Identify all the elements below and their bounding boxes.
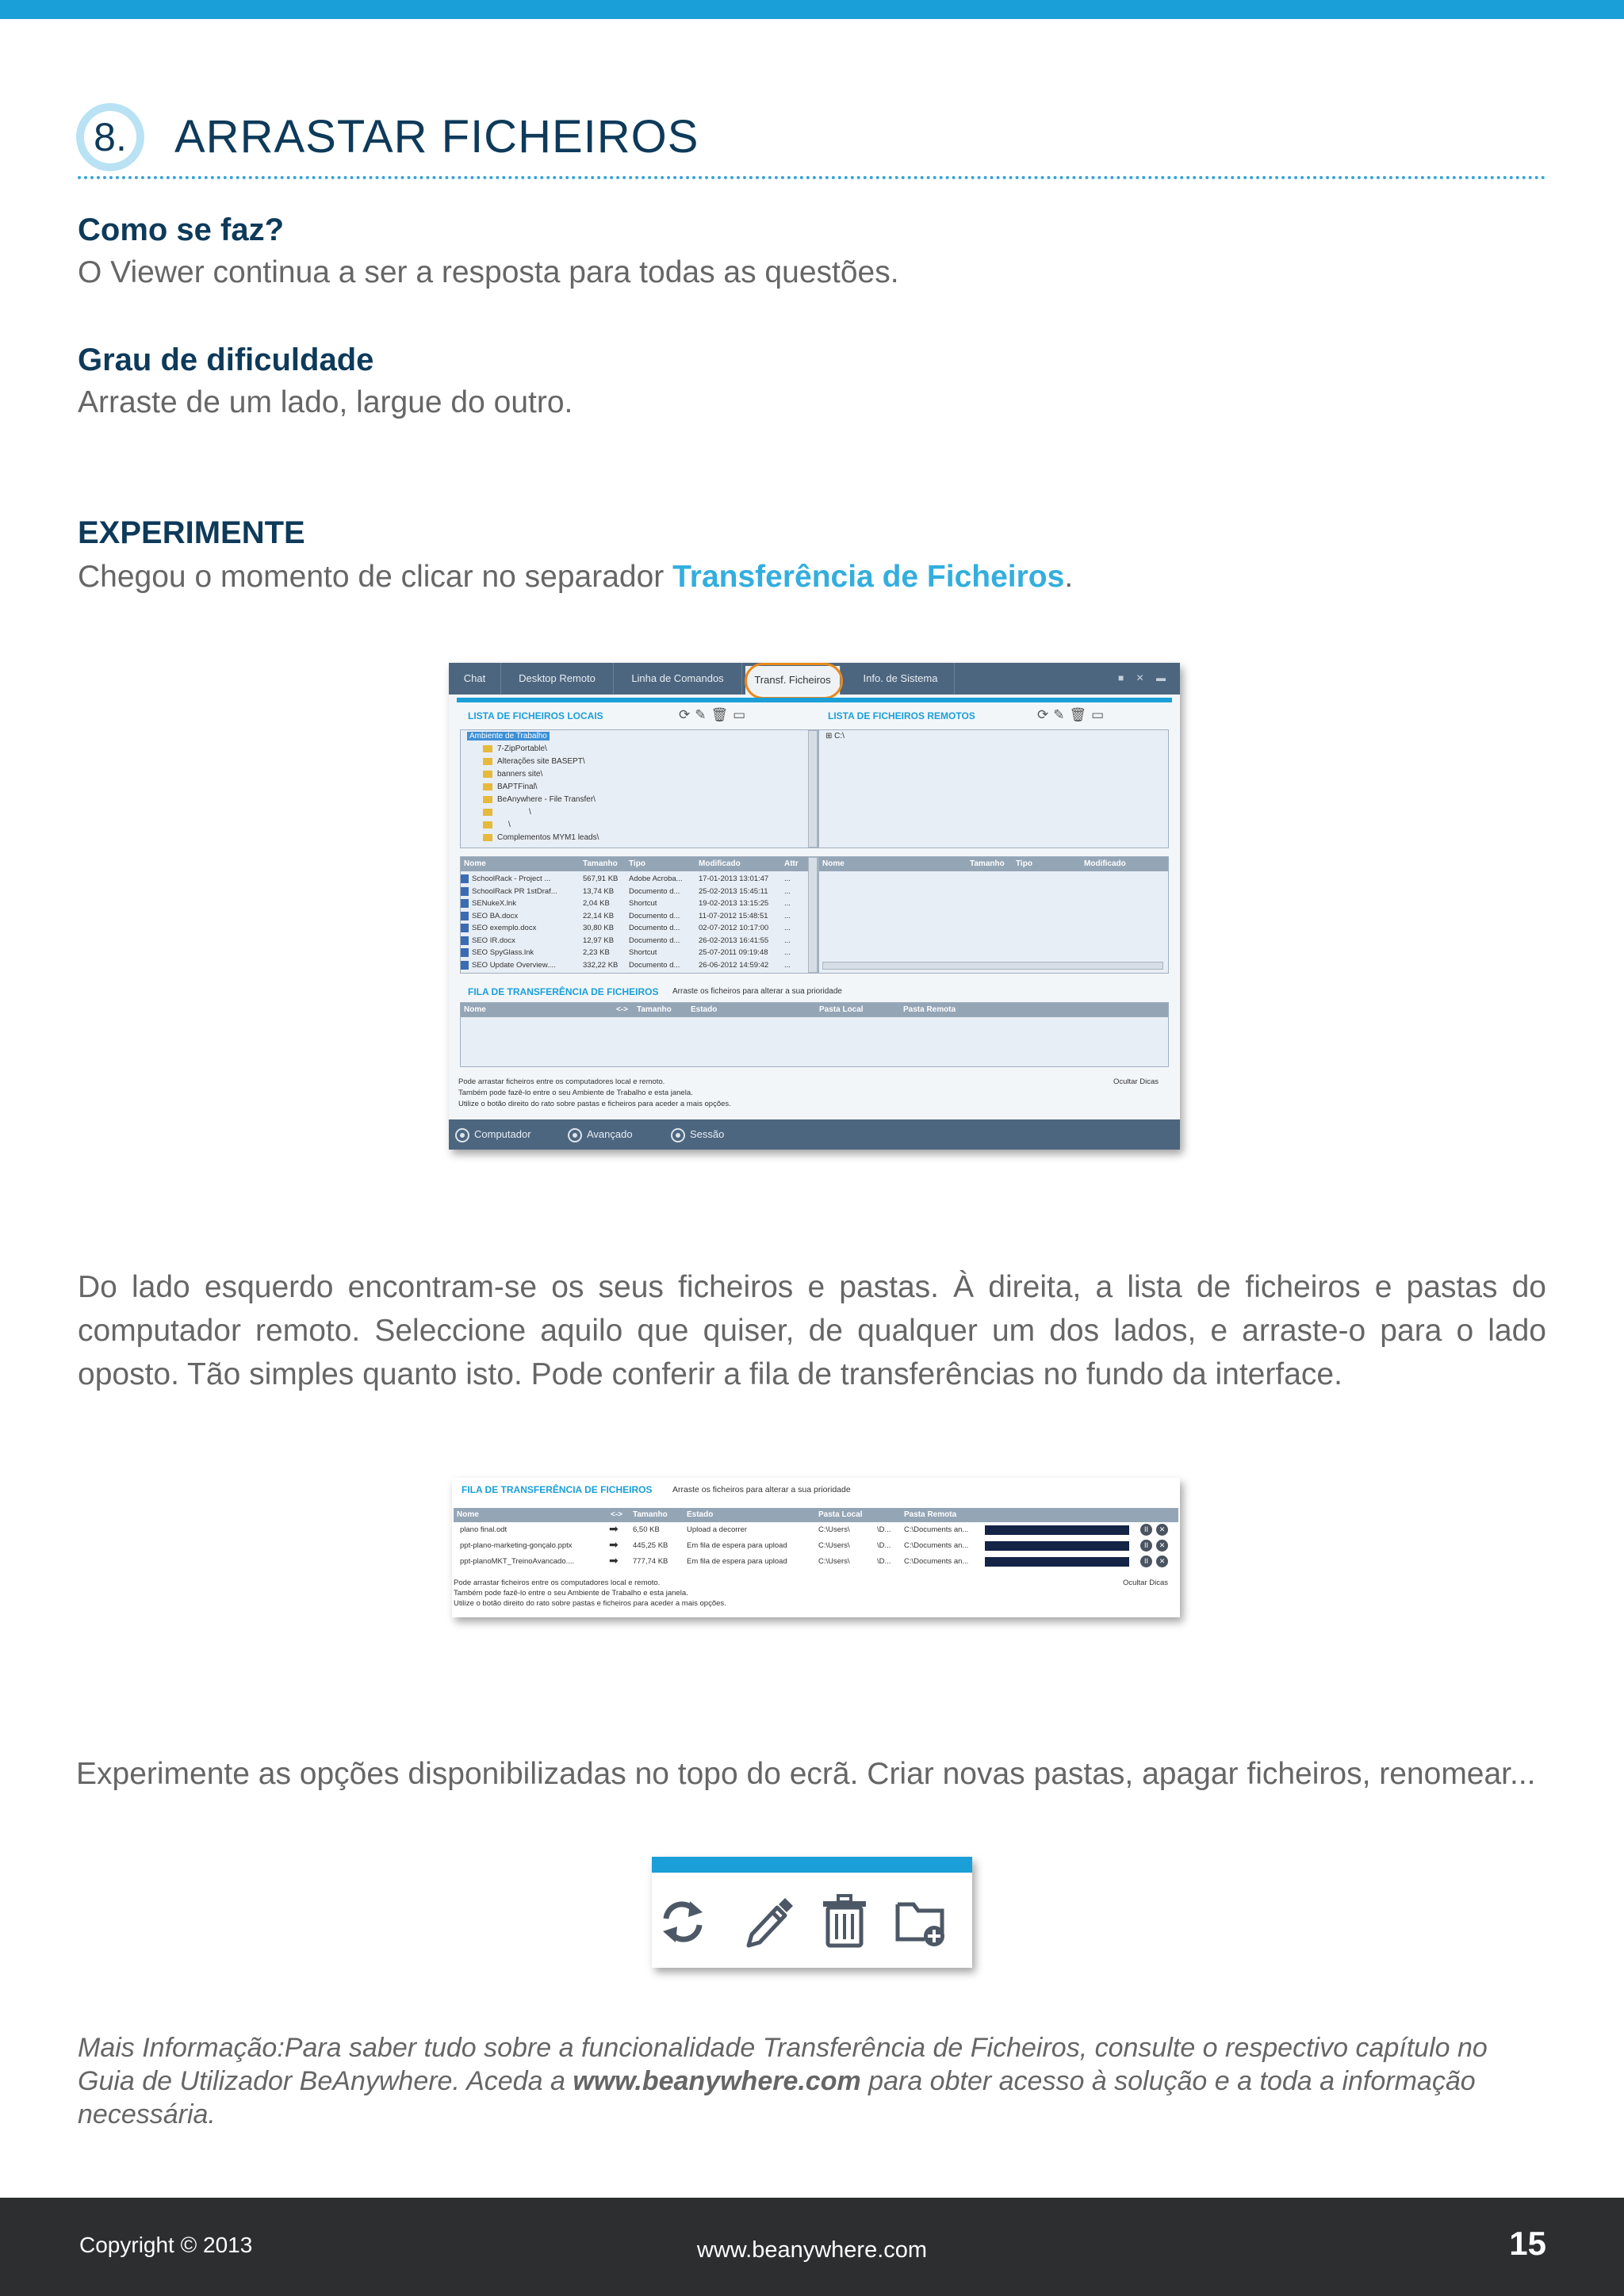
queue-cell-name: ppt-plano-marketing-gonçalo.pptx	[460, 1541, 573, 1550]
file-row[interactable]	[461, 959, 810, 971]
file-cell: SEO Update Overview....	[472, 960, 556, 970]
bottom-bar	[449, 1119, 1180, 1150]
progress-bar	[985, 1541, 1129, 1551]
file-cell: SENukeX.lnk	[472, 899, 516, 908]
queue-header: Nome <-> Tamanho Estado Pasta Local Pasta Remota	[454, 1508, 1178, 1522]
toolbar-accent-bar	[652, 1857, 972, 1873]
body-paragraph: Do lado esquerdo encontram-se os seus ficheiros e pastas. À direita, a lista de ficheiros e pastas do computador remoto. Seleccione aquilo que quiser, de qualquer um dos lados, e arraste-o para o lado oposto. Tão simples quanto isto. Pode conferir a fila de transferências no fundo da interface.	[78, 1270, 1546, 1391]
queue-cell-name: ppt-planoMKT_TreinoAvancado....	[460, 1557, 575, 1566]
top-accent-bar	[0, 0, 1624, 19]
toolbar-screenshot	[652, 1857, 972, 1968]
tip-2: Também pode fazê-lo entre o seu Ambiente de Trabalho e esta janela.	[454, 1589, 688, 1598]
queue-cell-remote: C:\Documents an...	[904, 1525, 969, 1534]
queue-cell-name: plano final.odt	[460, 1525, 508, 1534]
remote-tree-pane[interactable]	[818, 729, 1169, 848]
advanced-icon	[568, 1128, 582, 1142]
experiment-text	[78, 560, 1073, 595]
file-icon	[461, 936, 469, 945]
queue-row[interactable]	[454, 1540, 1178, 1552]
scrollbar[interactable]	[808, 730, 818, 848]
queue-cell-local2: \D...	[877, 1557, 891, 1566]
queue-cell-remote: C:\Documents an...	[904, 1541, 969, 1550]
panel-accent-strip	[457, 698, 1172, 702]
cancel-icon[interactable]: ✕	[1156, 1540, 1168, 1552]
file-cell: 332,22 KB	[583, 960, 619, 970]
file-cell: 30,80 KB	[583, 924, 615, 932]
new-folder-icon[interactable]	[893, 1893, 948, 1949]
remote-toolbar[interactable]: ⟳✎🗑▭	[1037, 707, 1109, 722]
tab-bar	[449, 663, 1180, 695]
queue-cell-local: C:\Users\	[818, 1557, 850, 1566]
tip-3: Utilize o botão direito do rato sobre pastas e ficheiros para aceder a mais opções.	[458, 1100, 731, 1108]
folder-icon	[483, 758, 492, 765]
file-cell: 26-02-2013 16:41:55	[699, 936, 769, 945]
file-cell: SEO IR.docx	[472, 936, 515, 945]
file-cell: Adobe Acroba...	[629, 874, 683, 883]
queue-cell-local: C:\Users\	[818, 1541, 850, 1550]
tip-1: Pode arrastar ficheiros entre os computadores local e remoto.	[458, 1077, 665, 1086]
file-transfer-highlight: Transferência de Ficheiros	[672, 560, 1065, 594]
queue-cell-size: 777,74 KB	[633, 1557, 668, 1566]
scrollbar[interactable]	[808, 857, 818, 973]
horizontal-scrollbar[interactable]	[822, 962, 1163, 970]
section-title: ARRASTAR FICHEIROS	[174, 111, 699, 163]
queue-title: FILA DE TRANSFERÊNCIA DE FICHEIROS	[462, 1484, 653, 1495]
folder-icon	[483, 809, 492, 816]
more-info: Mais Informação:Para saber tudo sobre a funcionalidade Transferência de Ficheiros, consulte o respectivo capítulo no Guia de Utilizador BeAnywhere. Aceda a www.beanywhere.com para obter acesso à solução e a toda a informação necessária.	[78, 2033, 1488, 2130]
tip-2: Também pode fazê-lo entre o seu Ambiente de Trabalho e esta janela.	[458, 1089, 693, 1097]
how-text: O Viewer continua a ser a resposta para todas as questões.	[78, 255, 899, 289]
queue-header: Nome <-> Tamanho Estado Pasta Local Pasta Remota	[461, 1003, 1168, 1017]
upload-arrow-icon: ➡	[609, 1522, 619, 1535]
file-cell: Documento d...	[629, 911, 680, 920]
folder-icon	[483, 821, 492, 828]
progress-bar	[985, 1557, 1129, 1567]
experiment-text-after: .	[1064, 560, 1074, 594]
tip-3: Utilize o botão direito do rato sobre pastas e ficheiros para aceder a mais opções.	[454, 1599, 726, 1608]
file-cell: Documento d...	[629, 886, 680, 896]
file-transfer-screenshot	[449, 663, 1180, 1150]
file-cell: 22,14 KB	[583, 911, 615, 920]
file-row[interactable]	[461, 897, 810, 909]
file-cell: ...	[784, 874, 791, 883]
tab-chat[interactable]: Chat	[449, 663, 501, 695]
file-icon	[461, 924, 469, 932]
file-cell: 19-02-2013 13:15:25	[699, 899, 769, 908]
queue-hint: Arraste os ficheiros para alterar a sua prioridade	[672, 987, 842, 996]
file-cell: 2,04 KB	[583, 899, 610, 908]
folder-icon	[483, 783, 492, 790]
queue-hint: Arraste os ficheiros para alterar a sua prioridade	[672, 1485, 851, 1494]
refresh-icon[interactable]	[655, 1893, 710, 1949]
queue-cell-status: Em fila de espera para upload	[687, 1557, 787, 1566]
file-icon	[461, 961, 469, 970]
file-cell: 02-07-2012 10:17:00	[699, 924, 769, 932]
computer-button[interactable]: Computador	[455, 1119, 531, 1150]
file-cell: 2,23 KB	[583, 948, 610, 957]
local-list-title: LISTA DE FICHEIROS LOCAIS	[468, 710, 603, 721]
queue-row[interactable]	[454, 1556, 1178, 1567]
tab-desktop-remoto[interactable]: Desktop Remoto	[501, 663, 614, 695]
window-controls[interactable]: ■ ✕ ▬	[1118, 672, 1170, 683]
queue-row[interactable]	[454, 1524, 1178, 1536]
computer-icon	[455, 1128, 469, 1142]
tab-linha-comandos[interactable]: Linha de Comandos	[614, 663, 742, 695]
local-toolbar[interactable]: ⟳✎🗑▭	[679, 707, 751, 722]
pencil-icon[interactable]	[741, 1893, 796, 1949]
queue-title: FILA DE TRANSFERÊNCIA DE FICHEIROS	[468, 986, 659, 997]
file-icon	[461, 899, 469, 908]
folder-icon	[483, 834, 492, 841]
difficulty-text: Arraste de um lado, largue do outro.	[78, 385, 573, 419]
tree-item[interactable]: Complementos MYM1 leads\	[483, 833, 599, 842]
hide-tips-link[interactable]: Ocultar Dicas	[1113, 1077, 1159, 1086]
file-row[interactable]	[461, 922, 810, 934]
footer-url[interactable]: www.beanywhere.com	[696, 2237, 928, 2263]
local-tree-pane[interactable]	[460, 729, 818, 848]
experiment-text-before: Chegou o momento de clicar no separador	[78, 560, 673, 594]
section-number: 8.	[84, 111, 136, 163]
folder-icon	[483, 771, 492, 778]
cancel-icon[interactable]: ✕	[1156, 1556, 1168, 1567]
file-cell: 26-06-2012 14:59:42	[699, 960, 769, 970]
file-cell: ...	[784, 899, 791, 908]
file-cell: Documento d...	[629, 924, 680, 932]
upload-arrow-icon: ➡	[609, 1538, 619, 1551]
tree-item[interactable]: BAPTFinal\	[483, 783, 538, 791]
remote-file-list[interactable]	[818, 856, 1169, 974]
cancel-icon[interactable]: ✕	[1156, 1524, 1168, 1536]
file-icon	[461, 948, 469, 957]
tree-item[interactable]: banners site\	[483, 770, 542, 779]
file-cell: 11-07-2012 15:48:51	[699, 911, 768, 920]
tree-item[interactable]: 7-ZipPortable\	[483, 744, 547, 753]
remote-list-title: LISTA DE FICHEIROS REMOTOS	[828, 710, 975, 721]
file-icon	[461, 887, 469, 896]
queue-cell-remote: C:\Documents an...	[904, 1557, 969, 1566]
file-cell: Shortcut	[629, 948, 657, 957]
file-cell: 567,91 KB	[583, 874, 619, 883]
file-row[interactable]	[461, 873, 810, 885]
file-cell: ...	[784, 924, 791, 932]
tree-item[interactable]: \	[483, 808, 531, 817]
tree-item[interactable]: BeAnywhere - File Transfer\	[483, 795, 596, 804]
folder-icon	[483, 745, 492, 752]
advanced-button[interactable]: Avançado	[568, 1119, 633, 1150]
upload-arrow-icon: ➡	[609, 1554, 619, 1567]
file-cell: SEO SpyGlass.lnk	[472, 948, 534, 957]
transfer-queue-screenshot	[452, 1478, 1180, 1617]
file-cell: Documento d...	[629, 960, 680, 970]
file-list-header: Nome Tamanho Tipo Modificado Attr	[461, 857, 810, 871]
queue-cell-status: Em fila de espera para upload	[687, 1541, 787, 1550]
file-cell: ...	[784, 960, 791, 970]
file-row[interactable]	[461, 935, 810, 947]
experiment-heading: EXPERIMENTE	[78, 515, 305, 550]
pause-icon[interactable]: II	[1140, 1556, 1152, 1567]
file-cell: Shortcut	[629, 899, 657, 908]
title-divider	[78, 176, 1546, 179]
queue-cell-size: 6,50 KB	[633, 1525, 660, 1534]
queue-cell-local2: \D...	[877, 1541, 891, 1550]
hide-tips-link[interactable]: Ocultar Dicas	[1123, 1578, 1169, 1587]
file-cell: ...	[784, 911, 791, 920]
queue-cell-local2: \D...	[877, 1525, 891, 1534]
file-cell: ...	[784, 948, 791, 957]
file-cell: ...	[784, 886, 791, 896]
trash-icon[interactable]	[817, 1893, 872, 1949]
progress-bar	[985, 1525, 1129, 1535]
section-number-badge	[76, 103, 144, 171]
page-number: 15	[1509, 2225, 1546, 2262]
queue-cell-local: C:\Users\	[818, 1525, 850, 1534]
options-text: Experimente as opções disponibilizadas no topo do ecrã. Criar novas pastas, apagar ficheiros, renomear...	[76, 1757, 1536, 1791]
file-cell: SchoolRack PR 1stDraf...	[472, 886, 557, 896]
file-cell: SEO exemplo.docx	[472, 924, 537, 932]
remote-tree-item[interactable]: ⊞ C:\	[825, 732, 845, 740]
file-cell: Documento d...	[629, 936, 680, 945]
remote-list-header: Nome Tamanho Tipo Modificado	[819, 857, 1168, 871]
file-cell: SchoolRack - Project ...	[472, 874, 551, 883]
more-info-link[interactable]: www.beanywhere.com	[573, 2066, 861, 2096]
pause-icon[interactable]: II	[1140, 1540, 1152, 1552]
tree-item[interactable]: Alterações site BASEPT\	[483, 757, 585, 766]
file-cell: 17-01-2013 13:01:47	[699, 874, 769, 883]
session-button[interactable]: Sessão	[671, 1119, 724, 1150]
file-cell: 25-02-2013 15:45:11	[699, 886, 768, 896]
session-icon	[671, 1128, 685, 1142]
file-row[interactable]	[461, 886, 810, 897]
tab-transf-ficheiros[interactable]: Transf. Ficheiros	[745, 666, 841, 695]
file-cell: ...	[784, 936, 791, 945]
file-cell: 12,97 KB	[583, 936, 615, 945]
file-cell: 25-07-2011 09:19:48	[699, 948, 768, 957]
queue-pane[interactable]	[460, 1002, 1169, 1067]
file-cell: SEO BA.docx	[472, 911, 519, 920]
file-cell: 13,74 KB	[583, 886, 615, 896]
highlight-ring	[745, 663, 843, 699]
file-icon	[461, 874, 469, 883]
queue-cell-status: Upload a decorrer	[687, 1525, 748, 1534]
tip-1: Pode arrastar ficheiros entre os computadores local e remoto.	[454, 1578, 661, 1587]
tab-info-sistema[interactable]: Info. de Sistema	[847, 663, 955, 695]
queue-cell-size: 445,25 KB	[633, 1541, 668, 1550]
how-heading: Como se faz?	[78, 212, 285, 247]
file-icon	[461, 912, 469, 920]
difficulty-heading: Grau de dificuldade	[78, 342, 374, 377]
footer	[0, 2198, 1624, 2296]
folder-icon	[483, 796, 492, 803]
copyright: Copyright © 2013	[79, 2233, 253, 2257]
tree-item[interactable]: Ambiente de Trabalho	[467, 732, 550, 740]
local-file-list[interactable]	[460, 856, 818, 974]
file-row[interactable]	[461, 910, 810, 922]
pause-icon[interactable]: II	[1140, 1524, 1152, 1536]
file-row[interactable]	[461, 947, 810, 959]
tree-item[interactable]: \	[483, 821, 511, 829]
